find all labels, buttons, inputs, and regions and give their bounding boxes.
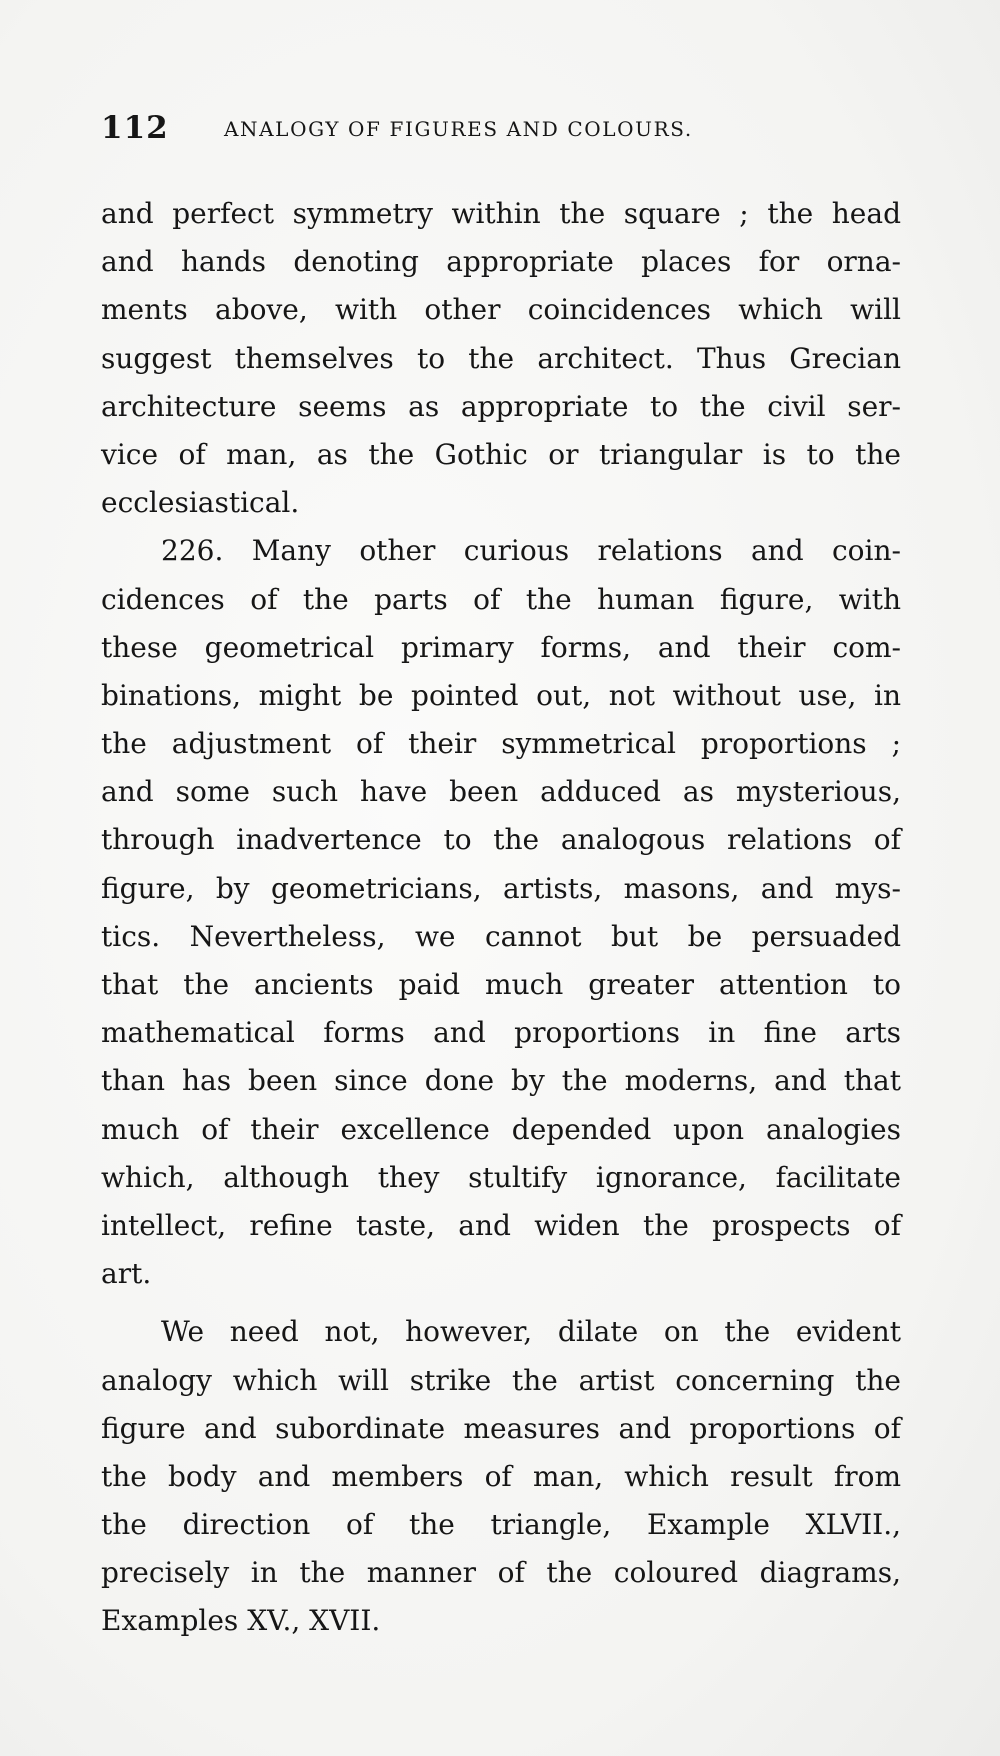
- text-line: which, although they stultify ignorance, facilitate: [101, 1160, 901, 1194]
- text-line: architecture seems as appropriate to the civil ser-: [101, 389, 901, 423]
- text-line: intellect, refine taste, and widen the prospects of: [101, 1208, 901, 1242]
- body-text: [101, 190, 901, 1646]
- text-line: Examples XV., XVII.: [101, 1604, 381, 1638]
- text-line: mathematical forms and proportions in fine arts: [101, 1016, 901, 1050]
- text-line: We need not, however, dilate on the evident: [161, 1315, 901, 1349]
- text-line: and hands denoting appropriate places for orna-: [101, 245, 901, 279]
- text-line: these geometrical primary forms, and their com-: [101, 630, 901, 664]
- running-head: [101, 110, 901, 150]
- text-line: and some such have been adduced as mysterious,: [101, 775, 901, 809]
- text-line: through inadvertence to the analogous relations of: [101, 823, 901, 857]
- paragraph-2: [101, 527, 901, 1298]
- text-line: ments above, with other coincidences which will: [101, 293, 901, 327]
- text-line: analogy which will strike the artist concerning the: [101, 1363, 901, 1397]
- paragraph-gap: [101, 1298, 901, 1308]
- text-line: cidences of the parts of the human figure, with: [101, 582, 901, 616]
- text-line: figure and subordinate measures and proportions of: [101, 1411, 901, 1445]
- text-line: precisely in the manner of the coloured diagrams,: [101, 1556, 901, 1590]
- text-line: and perfect symmetry within the square ; the head: [101, 197, 901, 230]
- text-line: the direction of the triangle, Example XLVII.,: [101, 1508, 901, 1542]
- text-line: vice of man, as the Gothic or triangular is to the: [101, 437, 901, 471]
- paragraph-1: [101, 190, 901, 527]
- text-line: the adjustment of their symmetrical proportions ;: [101, 727, 901, 761]
- paragraph-3: [101, 1308, 901, 1645]
- running-head-title: ANALOGY OF FIGURES AND COLOURS.: [224, 117, 693, 141]
- text-line: than has been since done by the moderns, and that: [101, 1064, 901, 1098]
- text-line: tics. Nevertheless, we cannot but be persuaded: [101, 919, 901, 953]
- text-line: the body and members of man, which result from: [101, 1459, 901, 1493]
- text-line: ecclesiastical.: [101, 486, 300, 520]
- text-line: suggest themselves to the architect. Thus Grecian: [101, 341, 901, 375]
- text-line: 226. Many other curious relations and coin-: [161, 534, 901, 568]
- text-line: much of their excellence depended upon analogies: [101, 1112, 901, 1146]
- text-line: art.: [101, 1257, 152, 1291]
- text-line: figure, by geometricians, artists, masons, and mys-: [101, 871, 901, 905]
- page-number: 112: [101, 110, 169, 146]
- text-line: that the ancients paid much greater attention to: [101, 968, 901, 1001]
- text-line: binations, might be pointed out, not without use, in: [101, 678, 901, 712]
